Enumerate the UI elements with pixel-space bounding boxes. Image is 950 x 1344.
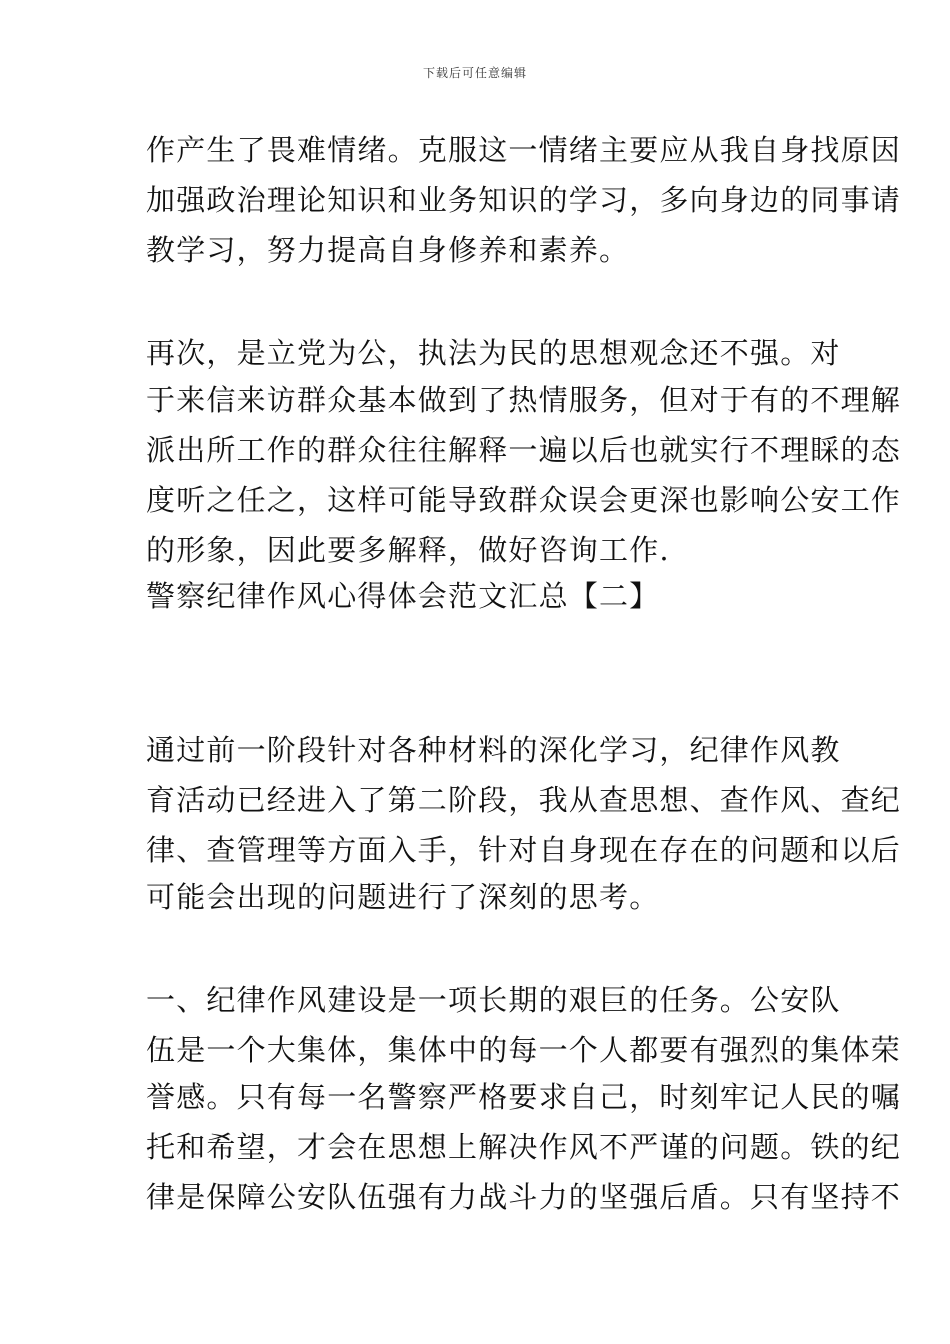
body-line: 派出所工作的群众往往解释一遍以后也就实行不理睬的态: [146, 433, 902, 467]
body-line: 的形象，因此要多解释，做好咨询工作.: [146, 533, 670, 567]
section-title: 警察纪律作风心得体会范文汇总【二】: [146, 579, 660, 613]
body-line: 律、查管理等方面入手，针对自身现在存在的问题和以后: [146, 833, 902, 867]
body-line: 再次，是立党为公，执法为民的思想观念还不强。对: [146, 336, 841, 370]
body-line: 加强政治理论知识和业务知识的学习，多向身边的同事请: [146, 183, 902, 217]
body-line: 作产生了畏难情绪。克服这一情绪主要应从我自身找原因: [146, 133, 902, 167]
body-line: 誉感。只有每一名警察严格要求自己，时刻牢记人民的嘱: [146, 1080, 902, 1114]
body-line: 于来信来访群众基本做到了热情服务，但对于有的不理解: [146, 383, 902, 417]
body-line: 律是保障公安队伍强有力战斗力的坚强后盾。只有坚持不: [146, 1180, 902, 1214]
body-line: 可能会出现的问题进行了深刻的思考。: [146, 880, 660, 914]
body-line: 育活动已经进入了第二阶段，我从查思想、查作风、查纪: [146, 783, 902, 817]
body-line: 通过前一阶段针对各种材料的深化学习，纪律作风教: [146, 733, 841, 767]
body-line: 托和希望，才会在思想上解决作风不严谨的问题。铁的纪: [146, 1130, 902, 1164]
body-line: 教学习，努力提高自身修养和素养。: [146, 233, 630, 267]
body-line: 度听之任之，这样可能导致群众误会更深也影响公安工作: [146, 483, 902, 517]
body-line: 一、纪律作风建设是一项长期的艰巨的任务。公安队: [146, 983, 841, 1017]
body-line: 伍是一个大集体，集体中的每一个人都要有强烈的集体荣: [146, 1033, 902, 1067]
page-header: 下载后可任意编辑: [422, 66, 527, 80]
